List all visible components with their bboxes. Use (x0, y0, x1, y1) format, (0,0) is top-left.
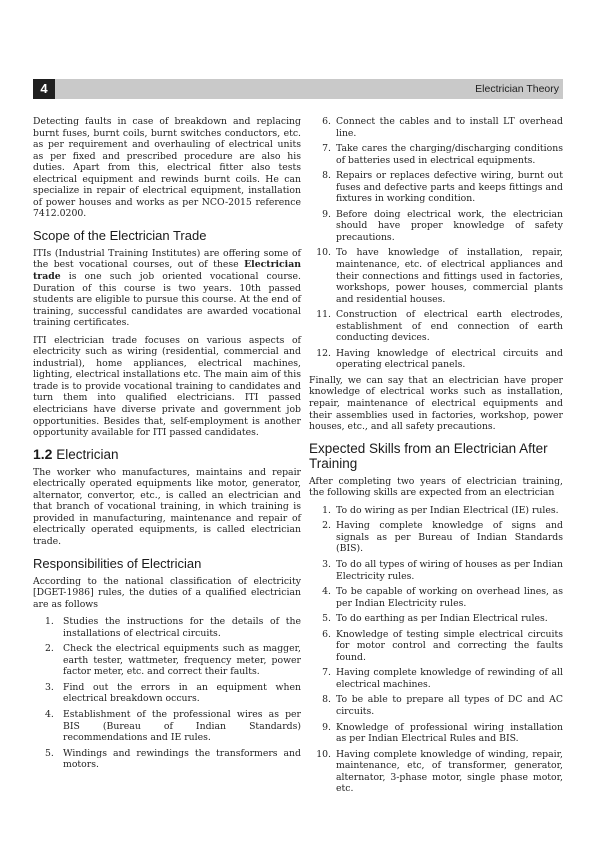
list-item (309, 613, 563, 625)
list-number: 9. (322, 208, 331, 220)
list-text: To be able to prepare all types of DC and AC circuits. (336, 694, 563, 717)
list-item (309, 667, 563, 690)
list-text: Having complete knowledge of winding, repair, maintenance, etc, of transformer, generator, alternator, 3-phase motor, single phase motor, etc. (336, 748, 563, 795)
list-item (309, 348, 563, 371)
list-item (309, 170, 563, 205)
list-item (309, 309, 563, 344)
page-number: 4 (33, 79, 55, 99)
list-item (309, 520, 563, 555)
scope-heading: Scope of the Electrician Trade (33, 227, 207, 243)
finally-paragraph: Finally, we can say that an electrician have proper knowledge of electrical works such as installation, repair, maintenance of electrical equipments and their assemblies used in factories, workshop, power houses, etc., and all safety precautions. (309, 374, 563, 433)
list-text: Take cares the charging/discharging conditions of batteries used in electrical equipments. (336, 143, 563, 166)
list-number: 4. (45, 708, 54, 720)
list-text: Windings and rewindings the transformers and motors. (63, 747, 301, 771)
list-text: To have knowledge of installation, repair, maintenance, etc. of electrical appliances and their connections and fittings used in factories, workshops, power houses, commercial plants and residential houses. (336, 247, 563, 305)
right-column (309, 116, 563, 799)
scope-text-a: ITIs (Industrial Training Institutes) are offering some of the best vocational courses, out of these (33, 247, 301, 271)
list-text: Having complete knowledge of signs and signals as per Bureau of Indian Standards (BIS). (336, 520, 563, 555)
list-number: 12. (316, 347, 331, 359)
list-item (309, 116, 563, 139)
list-number: 10. (316, 748, 331, 760)
section-heading (33, 447, 301, 462)
list-text: To do wiring as per Indian Electrical (IE) rules. (336, 504, 559, 516)
list-item (309, 209, 563, 244)
list-number: 3. (45, 681, 54, 693)
list-number: 5. (45, 747, 54, 759)
list-number: 2. (322, 520, 331, 532)
list-number: 3. (322, 558, 331, 570)
intro-paragraph: Detecting faults in case of breakdown and replacing burnt fuses, burnt coils, burnt switches conductors, etc. as per requirement and overhauling of electrical units as per fixed and prescribed procedure are also his duties. Apart from this, electrical fitter also tests electrical equipment and rewinds burnt coils. He can specialize in repair of electrical equipment, installation of power houses and works as per NCO-2015 reference 7412.0200. (33, 116, 301, 220)
list-item (309, 629, 563, 664)
list-number: 9. (322, 721, 331, 733)
scope-paragraph-1 (33, 248, 301, 329)
list-number: 8. (322, 694, 331, 706)
list-number: 5. (322, 613, 331, 625)
skills-list (309, 505, 563, 795)
section-number: 1.2 (33, 445, 53, 462)
list-item (33, 682, 301, 705)
list-number: 11. (316, 309, 331, 321)
responsibilities-list-right (309, 116, 563, 371)
list-text: Knowledge of professional wiring installation as per Indian Electrical Rules and BIS. (336, 721, 563, 745)
list-text: Having complete knowledge of rewinding of all electrical machines. (336, 667, 563, 690)
list-text: Construction of electrical earth electrodes, establishment of end connection of earth conducting devices. (336, 309, 563, 344)
list-text: Knowledge of testing simple electrical circuits for motor control and correcting the faults found. (336, 628, 563, 663)
list-number: 8. (322, 170, 331, 182)
scope-bold-term: Electrician trade (33, 259, 301, 283)
responsibilities-list-left (33, 616, 301, 771)
list-number: 7. (322, 143, 331, 155)
running-title: Electrician Theory (475, 83, 559, 95)
list-item (33, 709, 301, 744)
list-text: Check the electrical equipments such as magger, earth tester, wattmeter, frequency meter, power factor meter, etc. and correct their faults. (63, 643, 301, 678)
list-number: 1. (322, 504, 331, 516)
list-number: 2. (45, 643, 54, 655)
list-item (309, 559, 563, 582)
electrician-paragraph: The worker who manufactures, maintains and repair electrically operated equipments like motor, generator, alternator, convertor, etc., is called an electrician and that branch of vocational training, in which training is provided in manufacturing, maintenance and repair of electrically operated equipments, is called electrician trade. (33, 466, 301, 547)
list-item (309, 247, 563, 305)
responsibilities-intro: According to the national classification of electricity [DGET-1986] rules, the duties of a qualified electrician are as follows (33, 575, 301, 610)
list-number: 4. (322, 586, 331, 598)
list-item (309, 505, 563, 517)
list-item (309, 586, 563, 609)
section-title: Electrician (56, 446, 119, 462)
list-text: To do earthing as per Indian Electrical rules. (336, 613, 548, 625)
list-number: 6. (322, 628, 331, 640)
list-number: 10. (316, 247, 331, 259)
list-item (309, 143, 563, 166)
list-item (33, 643, 301, 678)
scope-paragraph-2: ITI electrician trade focuses on various aspects of electricity such as wiring (residential, commercial and industrial), home appliances, electrical machines, lighting, electrical installations etc. The main aim of this trade is to provide vocational training to candidates and turn them into qualified electricians. ITI passed electricians have diverse private and government job opportunities. Besides that, self-employment is another opportunity available for ITI passed candidates. (33, 334, 301, 439)
list-item (309, 694, 563, 717)
list-number: 7. (322, 667, 331, 679)
skills-heading: Expected Skills from an Electrician After Training (309, 440, 548, 471)
list-text: Connect the cables and to install LT overhead line. (336, 116, 563, 139)
list-text: Having knowledge of electrical circuits and operating electrical panels. (336, 347, 563, 371)
scope-text-b: is one such job oriented vocational course. Duration of this course is two years. 10th passed students are eligible to pursue this course. At the end of training, successful candidates are awarded vocational training certificates. (33, 271, 301, 329)
list-text: Find out the errors in an equipment when electrical breakdown occurs. (63, 681, 301, 705)
list-item (309, 722, 563, 745)
list-number: 1. (45, 616, 54, 628)
list-number: 6. (322, 116, 331, 127)
responsibilities-heading: Responsibilities of Electrician (33, 555, 202, 571)
list-text: Studies the instructions for the details of the installations of electrical circuits. (63, 616, 301, 639)
running-header (33, 79, 563, 99)
list-text: To be capable of working on overhead lines, as per Indian Electricity rules. (336, 586, 563, 609)
list-item (33, 616, 301, 639)
list-text: Establishment of the professional wires as per BIS (Bureau of Indian Standards) recommendations and IE rules. (63, 708, 301, 744)
list-text: Repairs or replaces defective wiring, burnt out fuses and defective parts and keeps fittings and fixtures in working condition. (336, 170, 563, 205)
list-item (309, 749, 563, 795)
list-item (33, 748, 301, 771)
list-text: To do all types of wiring of houses as per Indian Electricity rules. (336, 558, 563, 582)
left-column (33, 116, 301, 775)
list-text: Before doing electrical work, the electrician should have proper knowledge of safety precautions. (336, 208, 563, 243)
skills-intro: After completing two years of electrician training, the following skills are expected from an electrician (309, 475, 563, 499)
